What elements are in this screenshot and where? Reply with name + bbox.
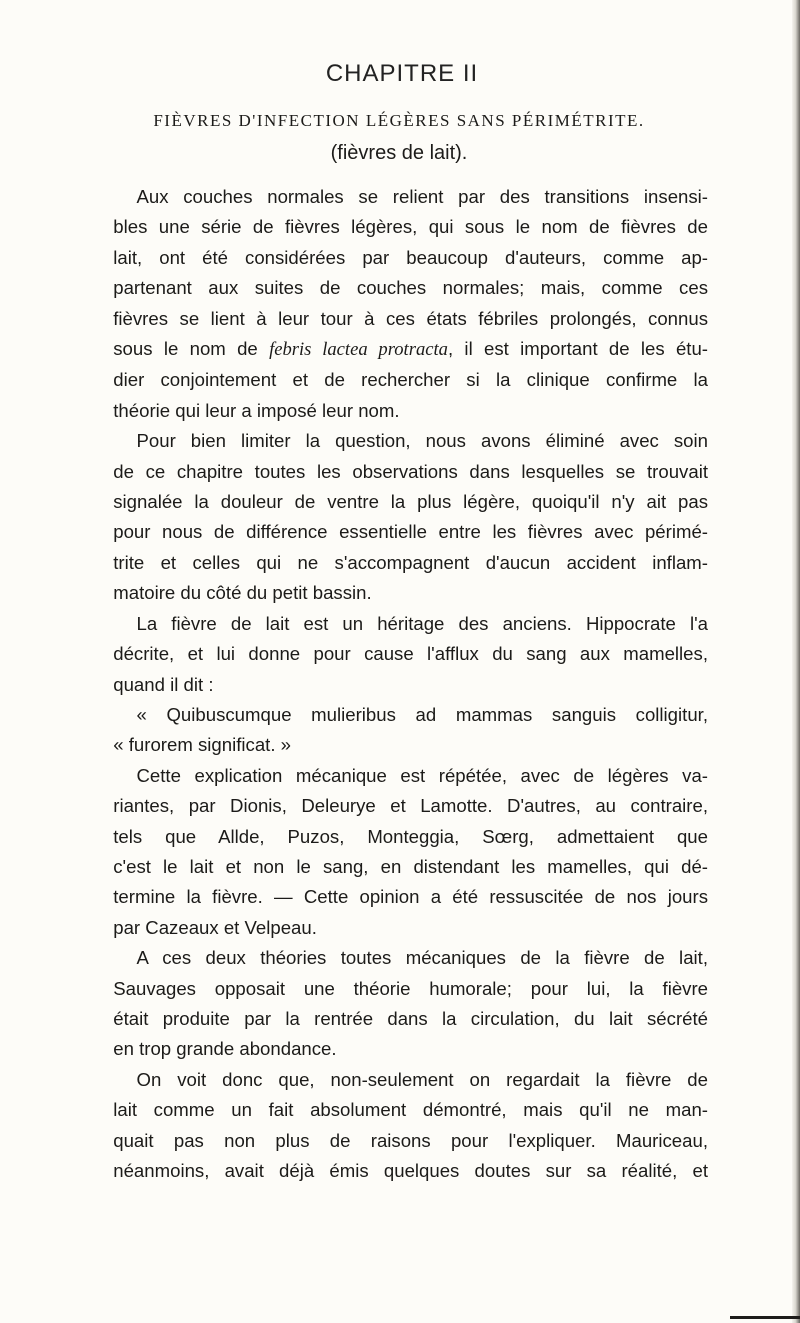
text-line: quand il dit :: [113, 673, 214, 695]
text-line: décrite, et lui donne pour cause l'afflux du sang aux mamelles,: [113, 643, 708, 665]
text-line: Sauvages opposait une théorie humorale; pour lui, la fièvre: [113, 977, 708, 999]
text-line: Pour bien limiter la question, nous avons éliminé avec soin: [136, 430, 708, 452]
text-line: lait comme un fait absolument démontré, mais qu'il ne man-: [113, 1099, 708, 1121]
text-line: théorie qui leur a imposé leur nom.: [113, 399, 400, 421]
text-line: trite et celles qui ne s'accompagnent d'aucun accident inflam-: [113, 551, 708, 573]
text-line: « Quibuscumque mulieribus ad mammas sanguis colligitur,: [136, 703, 708, 725]
text-line: quait pas non plus de raisons pour l'expliquer. Mauriceau,: [113, 1129, 708, 1151]
text-line: Cette explication mécanique est répétée, avec de légères va-: [136, 764, 708, 786]
text-line: sous le nom de febris lactea protracta, il est important de les étu-: [113, 338, 708, 361]
text-line: signalée la douleur de ventre la plus légère, quoiqu'il n'y ait pas: [113, 491, 708, 513]
text-line: dier conjointement et de rechercher si la clinique confirme la: [113, 369, 708, 391]
text-line: bles une série de fièvres légères, qui sous le nom de fièvres de: [113, 216, 708, 238]
text-line: c'est le lait et non le sang, en distendant les mamelles, qui dé-: [113, 855, 708, 877]
text-line: par Cazeaux et Velpeau.: [113, 916, 317, 938]
paragraph-1: [90, 182, 708, 426]
body-text: [90, 182, 708, 1186]
page-corner-mark: [730, 1316, 800, 1319]
text-line: lait, ont été considérées par beaucoup d'auteurs, comme ap-: [113, 246, 708, 268]
paragraph-3: [90, 609, 708, 700]
latin-term: febris lactea protracta: [269, 339, 448, 361]
text-line: A ces deux théories toutes mécaniques de la fièvre de lait,: [136, 947, 708, 969]
chapter-title: CHAPITRE II: [325, 60, 479, 87]
text-line: On voit donc que, non-seulement on regardait la fièvre de: [136, 1068, 708, 1090]
text-line: termine la fièvre. — Cette opinion a été ressuscitée de nos jours: [113, 886, 708, 908]
text-line: fièvres se lient à leur tour à ces états fébriles prolongés, connus: [113, 307, 708, 329]
text-line: Aux couches normales se relient par des transitions insensi-: [136, 186, 708, 207]
page-edge-shadow: [792, 0, 800, 1323]
quotation: [90, 700, 708, 761]
text-block: [90, 60, 708, 1186]
text-line: néanmoins, avait déjà émis quelques doutes sur sa réalité, et: [113, 1160, 708, 1181]
text-line: matoire du côté du petit bassin.: [113, 582, 372, 604]
subtitle: (fièvres de lait).: [330, 142, 468, 164]
paragraph-6: [90, 1065, 708, 1187]
text-line: La fièvre de lait est un héritage des anciens. Hippocrate l'a: [136, 612, 708, 634]
text-line: tels que Allde, Puzos, Monteggia, Sœrg, admettaient que: [113, 825, 708, 847]
section-title: FIÈVRES D'INFECTION LÉGÈRES SANS PÉRIMÉTRITE.: [153, 111, 645, 130]
paragraph-4: [90, 761, 708, 943]
paragraph-5: [90, 943, 708, 1065]
text-line: riantes, par Dionis, Deleurye et Lamotte. D'autres, au contraire,: [113, 795, 708, 817]
text-line: était produite par la rentrée dans la circulation, du lait sécrété: [113, 1007, 708, 1029]
text-line: pour nous de différence essentielle entre les fièvres avec périmé-: [113, 521, 708, 543]
text-line: de ce chapitre toutes les observations dans lesquelles se trouvait: [113, 460, 708, 482]
text-line: « furorem significat. »: [113, 734, 291, 756]
text-line: en trop grande abondance.: [113, 1038, 337, 1060]
paragraph-2: [90, 426, 708, 608]
text-line: partenant aux suites de couches normales; mais, comme ces: [113, 277, 708, 299]
